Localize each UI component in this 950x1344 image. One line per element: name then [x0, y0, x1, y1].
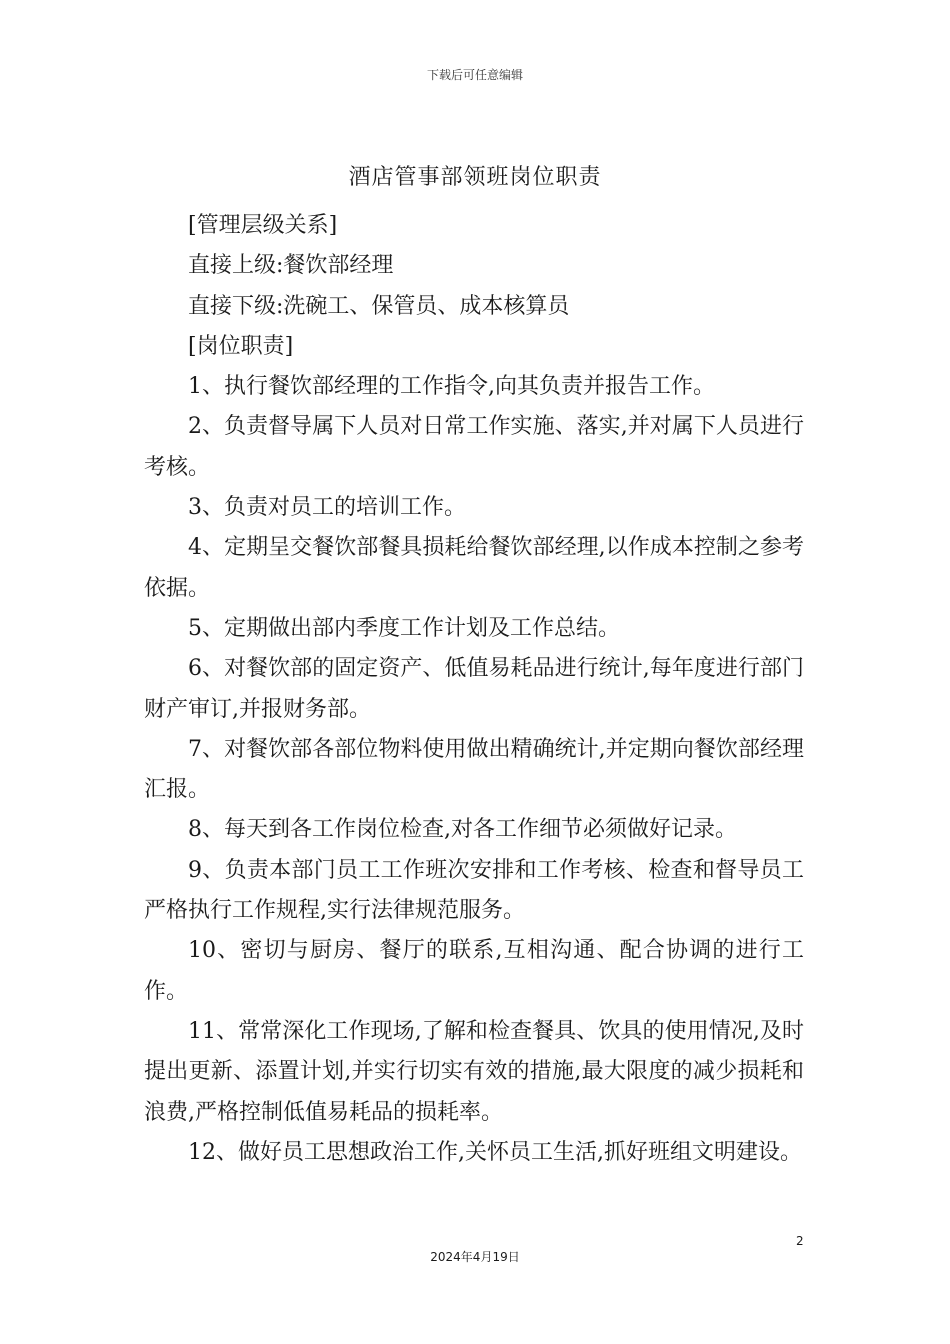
document-body [144, 206, 804, 1173]
duty-item-2: 2、负责督导属下人员对日常工作实施、落实,并对属下人员进行考核。 [144, 414, 804, 480]
duty-item-11: 11、常常深化工作现场,了解和检查餐具、饮具的使用情况,及时提出更新、添置计划,并实行切实有效的措施,最大限度的减少损耗和浪费,严格控制低值易耗品的损耗率。 [144, 1018, 804, 1125]
page-number: 2 [796, 1234, 804, 1248]
document-title: 酒店管事部领班岗位职责 [348, 165, 602, 190]
duty-item-10: 10、密切与厨房、餐厅的联系,互相沟通、配合协调的进行工作。 [144, 938, 804, 1004]
direct-superior: 直接上级:餐饮部经理 [188, 253, 394, 279]
direct-subordinates: 直接下级:洗碗工、保管员、成本核算员 [188, 293, 570, 319]
duty-item-6: 6、对餐饮部的固定资产、低值易耗品进行统计,每年度进行部门财产审订,并报财务部。 [144, 656, 804, 722]
duty-item-9: 9、负责本部门员工工作班次安排和工作考核、检查和督导员工严格执行工作规程,实行法律规范服务。 [144, 857, 804, 924]
duty-item-12: 12、做好员工思想政治工作,关怀员工生活,抓好班组文明建设。 [188, 1139, 802, 1165]
footer-date: 2024年4月19日 [430, 1250, 520, 1264]
section-heading-hierarchy: [管理层级关系] [188, 213, 338, 238]
header-note: 下载后可任意编辑 [426, 68, 523, 82]
duty-item-7: 7、对餐饮部各部位物料使用做出精确统计,并定期向餐饮部经理汇报。 [144, 736, 804, 803]
duty-item-8: 8、每天到各工作岗位检查,对各工作细节必须做好记录。 [188, 817, 737, 843]
duty-item-3: 3、负责对员工的培训工作。 [188, 495, 466, 521]
duty-item-4: 4、定期呈交餐饮部餐具损耗给餐饮部经理,以作成本控制之参考依据。 [144, 535, 804, 601]
duty-item-5: 5、定期做出部内季度工作计划及工作总结。 [188, 615, 620, 641]
duty-item-1: 1、执行餐饮部经理的工作指令,向其负责并报告工作。 [188, 374, 715, 400]
section-heading-duties: [岗位职责] [188, 333, 294, 359]
